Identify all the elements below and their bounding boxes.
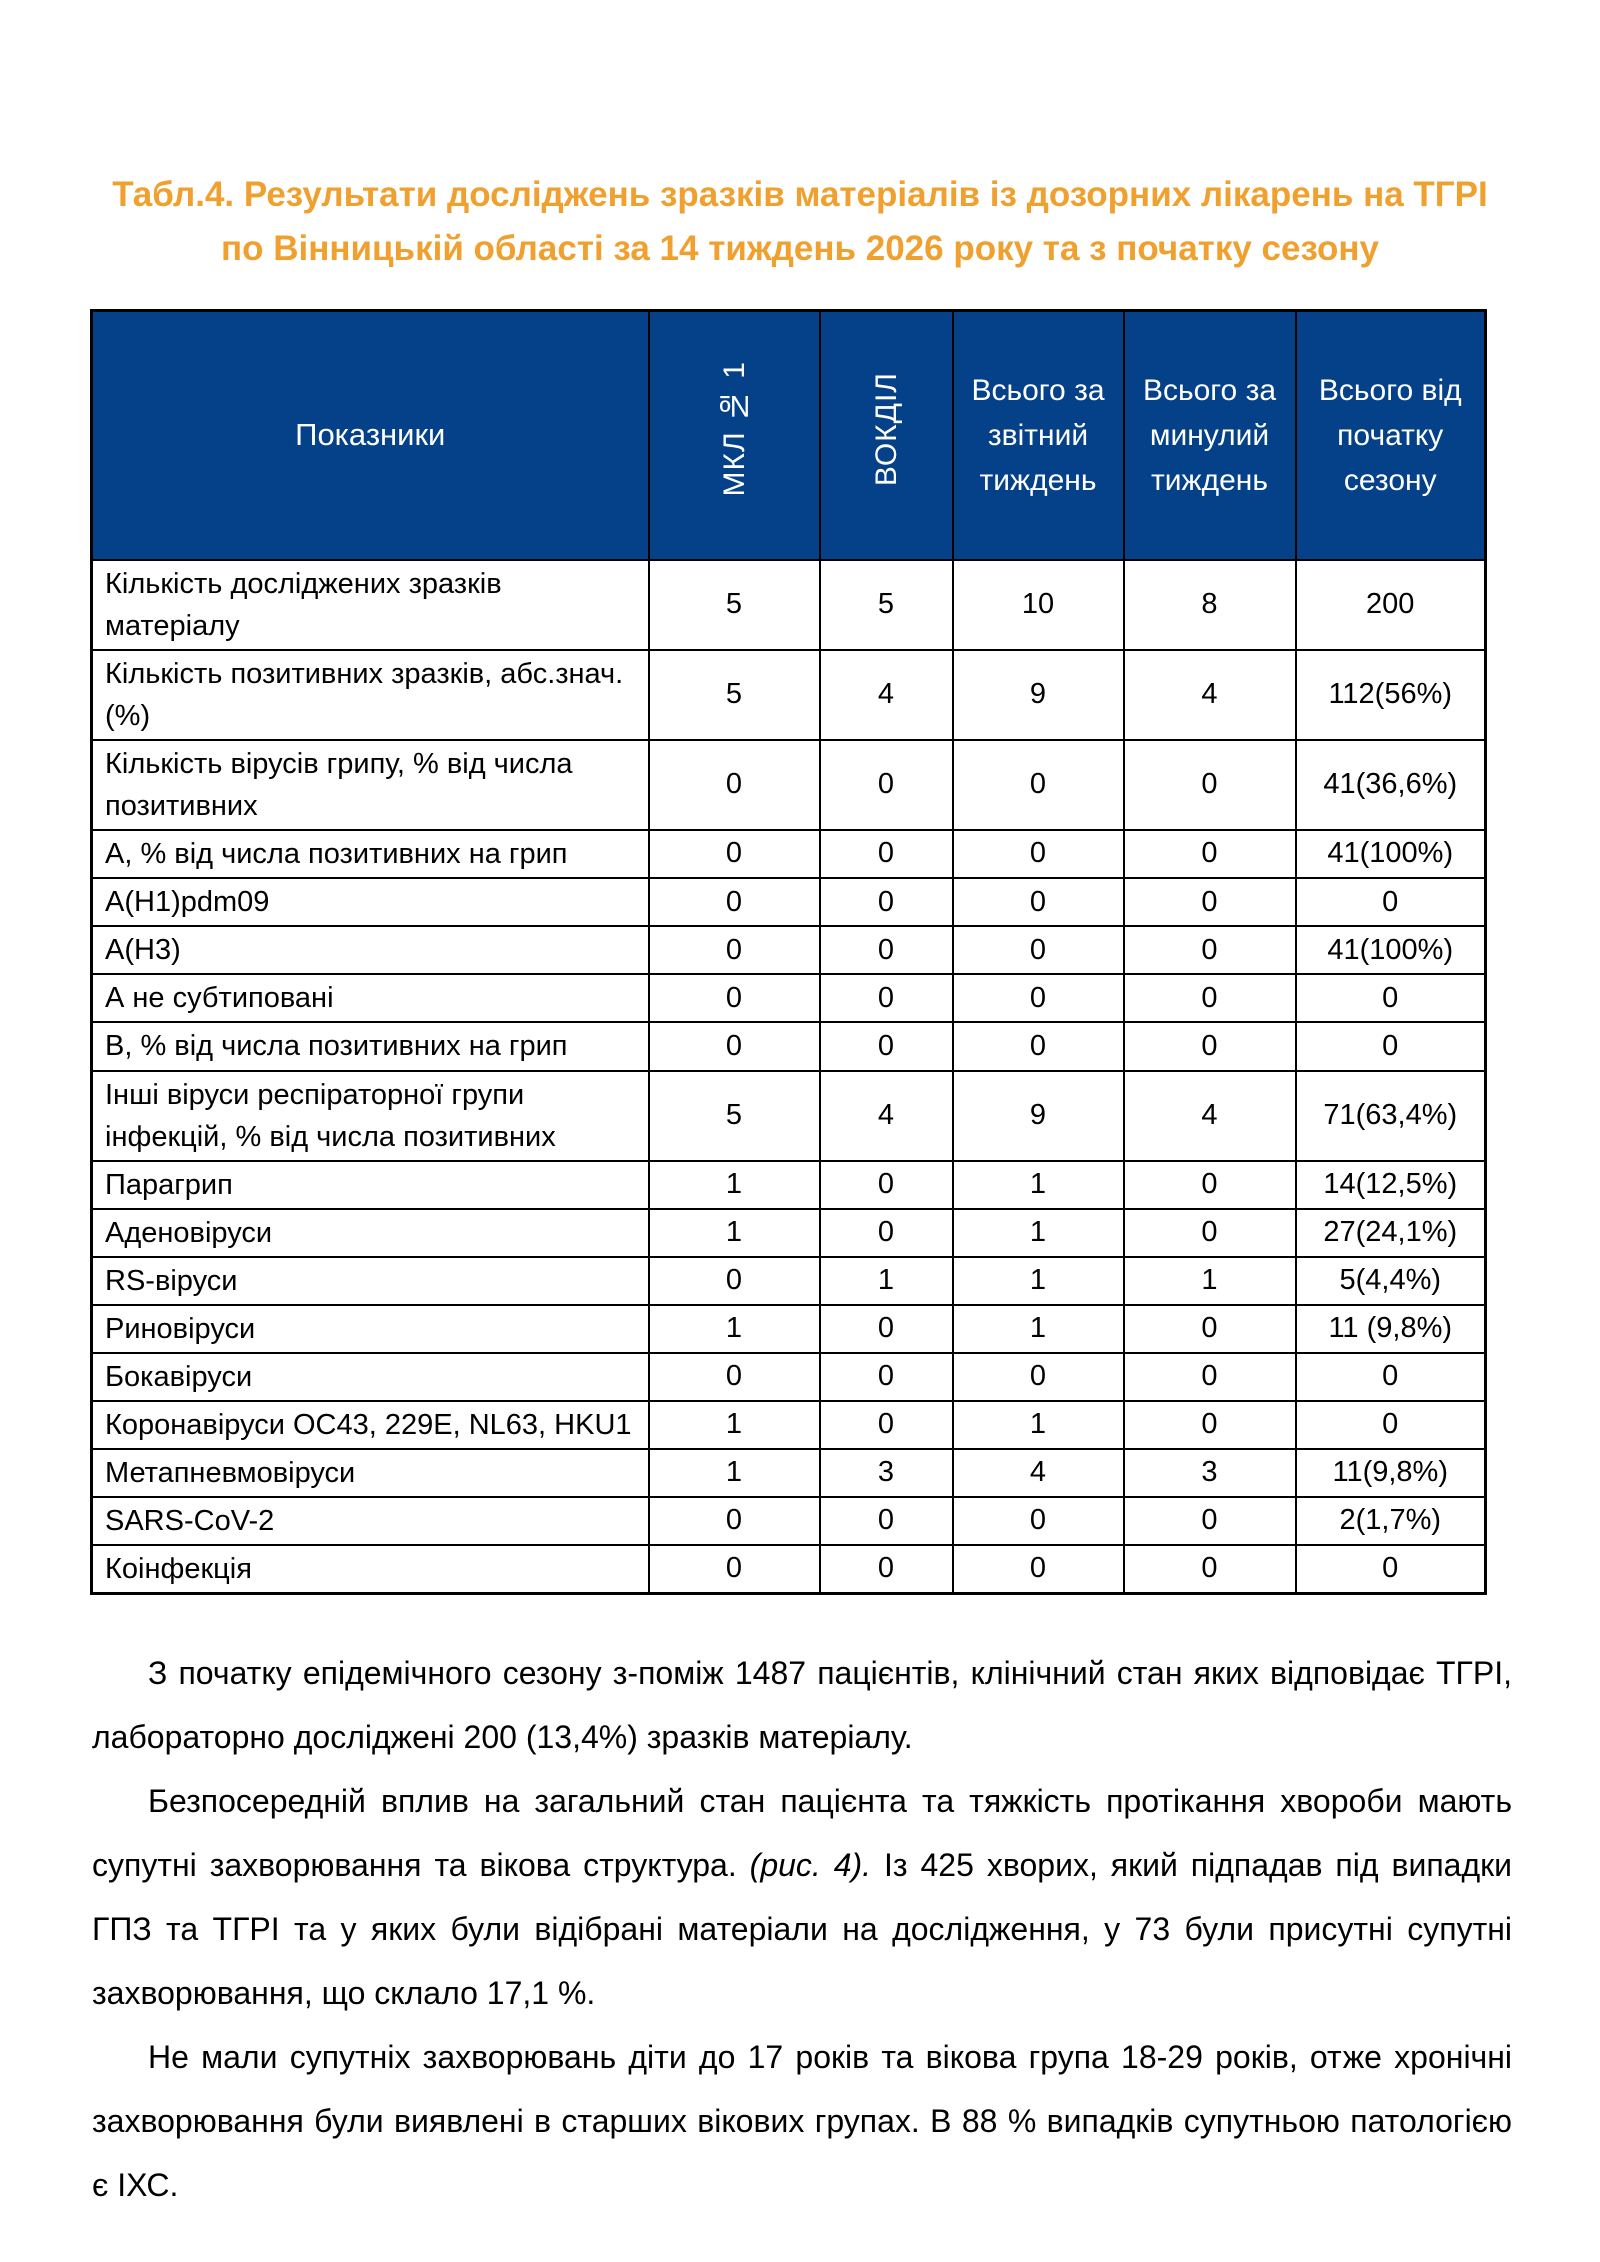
row-value: 1 xyxy=(649,1305,820,1353)
row-value: 10 xyxy=(953,560,1124,650)
row-label: Метапневмовіруси xyxy=(92,1449,649,1497)
row-value: 3 xyxy=(1124,1449,1296,1497)
row-value: 0 xyxy=(1124,878,1296,926)
table-row xyxy=(92,1497,1486,1545)
row-value: 0 xyxy=(953,974,1124,1022)
row-label: А не субтиповані xyxy=(92,974,649,1022)
results-table-wrapper xyxy=(90,309,1600,1596)
row-value: 0 xyxy=(1296,1401,1486,1449)
table-row xyxy=(92,560,1486,650)
row-value: 0 xyxy=(953,1497,1124,1545)
row-label: Коронавіруси OC43, 229E, NL63, HKU1 xyxy=(92,1401,649,1449)
paragraph-3: Не мали супутніх захворювань діти до 17 років та вікова група 18-29 років, отже хронічні захворювання були виявлені в старших вікових групах. В 88 % випадків супутньою патологією є ІХС. xyxy=(92,2039,1512,2204)
row-value: 0 xyxy=(1296,1022,1486,1070)
row-value: 0 xyxy=(1296,878,1486,926)
row-label: Кількість вірусів грипу, % від числа позитивних xyxy=(92,740,649,830)
row-value: 3 xyxy=(820,1449,953,1497)
table-row xyxy=(92,1353,1486,1401)
row-value: 0 xyxy=(820,830,953,878)
table-row xyxy=(92,1209,1486,1257)
row-value: 11 (9,8%) xyxy=(1296,1305,1486,1353)
table-row xyxy=(92,740,1486,830)
table-header xyxy=(92,310,1486,560)
column-header-vokdil xyxy=(820,310,953,560)
table-row xyxy=(92,1161,1486,1209)
column-header-reporting-week: Всього за звітний тиждень xyxy=(953,310,1124,560)
row-value: 0 xyxy=(953,1353,1124,1401)
row-value: 0 xyxy=(820,740,953,830)
table-header-row xyxy=(92,310,1486,560)
row-value: 0 xyxy=(1124,926,1296,974)
row-value: 2(1,7%) xyxy=(1296,1497,1486,1545)
row-value: 0 xyxy=(1296,974,1486,1022)
row-value: 4 xyxy=(953,1449,1124,1497)
row-value: 0 xyxy=(649,1545,820,1594)
table-row xyxy=(92,974,1486,1022)
row-value: 0 xyxy=(820,1022,953,1070)
row-value: 0 xyxy=(820,878,953,926)
row-value: 1 xyxy=(649,1209,820,1257)
table-row xyxy=(92,1305,1486,1353)
row-value: 0 xyxy=(820,1401,953,1449)
row-value: 8 xyxy=(1124,560,1296,650)
row-label: В, % від числа позитивних на грип xyxy=(92,1022,649,1070)
row-value: 5 xyxy=(649,560,820,650)
table-row xyxy=(92,1545,1486,1594)
row-value: 0 xyxy=(649,926,820,974)
paragraph-2-start: Безпосередній вплив на загальний стан пацієнта та тяжкість протікання хвороби мають супутні захворювання та вікова структура. xyxy=(92,1783,1512,1884)
row-value: 41(100%) xyxy=(1296,926,1486,974)
row-value: 0 xyxy=(820,1161,953,1209)
row-value: 1 xyxy=(649,1401,820,1449)
table-row xyxy=(92,1449,1486,1497)
column-header-season-total: Всього від початку сезону xyxy=(1296,310,1486,560)
table-row xyxy=(92,650,1486,740)
row-value: 0 xyxy=(1124,1353,1296,1401)
row-value: 1 xyxy=(953,1401,1124,1449)
row-value: 0 xyxy=(1124,1545,1296,1594)
row-value: 0 xyxy=(1124,1161,1296,1209)
row-value: 0 xyxy=(820,1353,953,1401)
row-label: Бокавіруси xyxy=(92,1353,649,1401)
column-header-mkl1-label: МКЛ № 1 xyxy=(717,360,751,497)
row-label: RS-віруси xyxy=(92,1257,649,1305)
row-value: 0 xyxy=(1124,1305,1296,1353)
row-value: 41(36,6%) xyxy=(1296,740,1486,830)
row-value: 1 xyxy=(953,1209,1124,1257)
row-value: 0 xyxy=(649,1497,820,1545)
row-value: 9 xyxy=(953,1071,1124,1161)
row-value: 0 xyxy=(649,1022,820,1070)
row-value: 41(100%) xyxy=(1296,830,1486,878)
row-value: 0 xyxy=(953,830,1124,878)
row-value: 5 xyxy=(649,650,820,740)
row-value: 4 xyxy=(820,1071,953,1161)
row-label: Риновіруси xyxy=(92,1305,649,1353)
paragraph-2-end: Із 425 хворих, який підпадав під випадки ГПЗ та ТГРІ та у яких були відібрані матеріали на дослідження, у 73 були присутні супутні захворювання, що склало 17,1 %. xyxy=(92,1847,1513,2012)
row-value: 0 xyxy=(649,740,820,830)
table-row xyxy=(92,878,1486,926)
row-value: 5(4,4%) xyxy=(1296,1257,1486,1305)
row-value: 0 xyxy=(953,878,1124,926)
row-value: 0 xyxy=(1296,1545,1486,1594)
row-value: 0 xyxy=(1124,1022,1296,1070)
row-value: 0 xyxy=(1124,1209,1296,1257)
table-row xyxy=(92,1071,1486,1161)
paragraph-2-figure-ref: (рис. 4). xyxy=(749,1847,872,1884)
row-value: 0 xyxy=(953,1545,1124,1594)
row-value: 0 xyxy=(649,974,820,1022)
row-value: 0 xyxy=(1124,1401,1296,1449)
row-value: 0 xyxy=(649,878,820,926)
row-value: 0 xyxy=(649,830,820,878)
row-value: 14(12,5%) xyxy=(1296,1161,1486,1209)
table-title-line1: Табл.4. Результати досліджень зразків матеріалів із дозорних лікарень на ТГРІ xyxy=(112,175,1488,214)
row-value: 0 xyxy=(953,926,1124,974)
row-value: 0 xyxy=(1124,740,1296,830)
row-value: 11(9,8%) xyxy=(1296,1449,1486,1497)
column-header-vokdil-label: ВОКДІЛ xyxy=(869,371,903,486)
row-value: 71(63,4%) xyxy=(1296,1071,1486,1161)
table-row xyxy=(92,1022,1486,1070)
row-value: 0 xyxy=(820,1209,953,1257)
row-value: 1 xyxy=(953,1161,1124,1209)
row-value: 0 xyxy=(820,974,953,1022)
row-label: А, % від числа позитивних на грип xyxy=(92,830,649,878)
table-title-line2: по Вінницькій області за 14 тиждень 2026 року та з початку сезону xyxy=(221,229,1379,269)
row-value: 0 xyxy=(820,926,953,974)
row-value: 9 xyxy=(953,650,1124,740)
row-label: Інші віруси респіраторної групи інфекцій, % від числа позитивних xyxy=(92,1071,649,1161)
row-label: A(H3) xyxy=(92,926,649,974)
row-value: 4 xyxy=(820,650,953,740)
row-label: Коінфекція xyxy=(92,1545,649,1594)
table-body xyxy=(92,560,1486,1594)
row-value: 1 xyxy=(953,1305,1124,1353)
row-value: 1 xyxy=(820,1257,953,1305)
row-value: 0 xyxy=(1124,830,1296,878)
row-value: 112(56%) xyxy=(1296,650,1486,740)
table-row xyxy=(92,926,1486,974)
row-label: Аденовіруси xyxy=(92,1209,649,1257)
row-value: 5 xyxy=(820,560,953,650)
column-header-mkl1 xyxy=(649,310,820,560)
table-row xyxy=(92,1401,1486,1449)
column-header-previous-week: Всього за минулий тиждень xyxy=(1124,310,1296,560)
paragraph-1: З початку епідемічного сезону з-поміж 1487 пацієнтів, клінічний стан яких відповідає ТГРІ, лабораторно досліджені 200 (13,4%) зразків матеріалу. xyxy=(92,1655,1512,1756)
row-value: 0 xyxy=(1296,1353,1486,1401)
row-value: 0 xyxy=(649,1257,820,1305)
row-value: 0 xyxy=(1124,974,1296,1022)
column-header-indicators: Показники xyxy=(92,310,649,560)
row-value: 1 xyxy=(649,1161,820,1209)
paragraph-2 xyxy=(92,1769,1512,2025)
table-row xyxy=(92,1257,1486,1305)
row-value: 1 xyxy=(953,1257,1124,1305)
table-title xyxy=(90,0,1510,277)
row-value: 0 xyxy=(820,1305,953,1353)
row-value: 4 xyxy=(1124,1071,1296,1161)
row-label: Кількість позитивних зразків, абс.знач. (%) xyxy=(92,650,649,740)
row-label: Кількість досліджених зразків матеріалу xyxy=(92,560,649,650)
body-text xyxy=(92,1641,1512,2217)
row-value: 0 xyxy=(953,1022,1124,1070)
row-value: 1 xyxy=(1124,1257,1296,1305)
row-label: Парагрип xyxy=(92,1161,649,1209)
row-value: 200 xyxy=(1296,560,1486,650)
row-value: 5 xyxy=(649,1071,820,1161)
row-value: 27(24,1%) xyxy=(1296,1209,1486,1257)
row-value: 4 xyxy=(1124,650,1296,740)
row-value: 0 xyxy=(820,1545,953,1594)
results-table xyxy=(90,309,1487,1596)
row-value: 1 xyxy=(649,1449,820,1497)
row-value: 0 xyxy=(953,740,1124,830)
table-row xyxy=(92,830,1486,878)
row-value: 0 xyxy=(820,1497,953,1545)
row-value: 0 xyxy=(1124,1497,1296,1545)
row-value: 0 xyxy=(649,1353,820,1401)
row-label: A(H1)pdm09 xyxy=(92,878,649,926)
row-label: SARS-CoV-2 xyxy=(92,1497,649,1545)
